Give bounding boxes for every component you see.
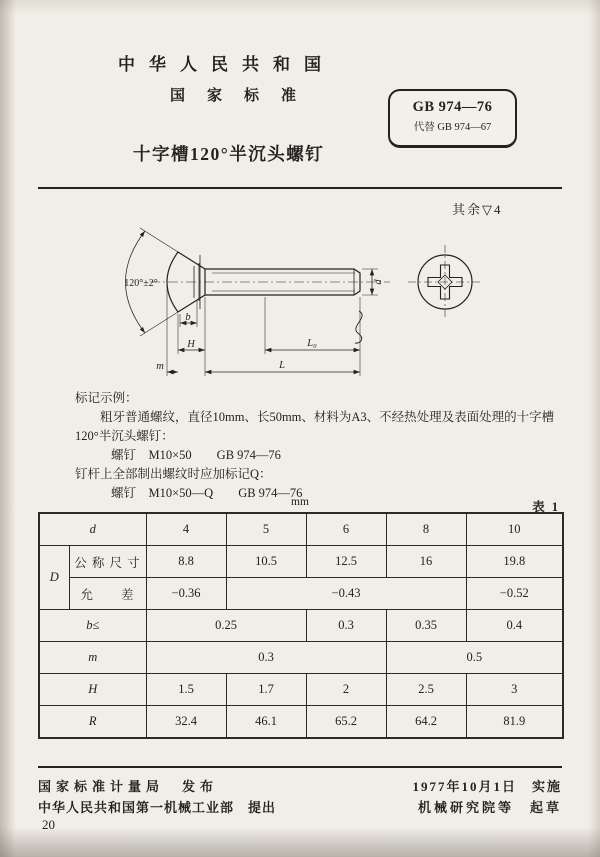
cell-nominal-0: 8.8 <box>146 546 226 578</box>
row-label-m: m <box>39 642 146 674</box>
cell-b-1: 0.3 <box>306 610 386 642</box>
cell-R-4: 81.9 <box>466 706 563 739</box>
cell-tolerance-2: −0.52 <box>466 578 563 610</box>
dim-label-m: m <box>156 361 164 372</box>
technical-drawing <box>50 215 560 387</box>
table-row-D-tolerance <box>39 578 563 610</box>
example-designation-2: 螺钉 M10×50—Q GB 974—76 <box>111 486 303 500</box>
table-row-d <box>39 513 563 546</box>
table-row-R <box>39 706 563 739</box>
cell-d-8: 8 <box>386 513 466 546</box>
row-label-R: R <box>39 706 146 739</box>
table-row-m <box>39 642 563 674</box>
footer-proposed-by: 中华人民共和国第一机械工业部 提出 <box>38 800 277 815</box>
cell-b-3: 0.4 <box>466 610 563 642</box>
footer-drafted-by: 机械研究院等 起草 <box>417 800 562 815</box>
surface-roughness-note: 其余▽4 <box>452 202 503 217</box>
dim-label-b: b <box>185 312 191 323</box>
standard-code: GB 974—76 <box>412 99 493 115</box>
dimension-table <box>38 512 564 739</box>
example-designation-1: 螺钉 M10×50 GB 974—76 <box>111 448 281 462</box>
row-label-d: d <box>39 513 146 546</box>
marking-example-block <box>75 389 565 503</box>
cell-R-2: 65.2 <box>306 706 386 739</box>
angle-label: 120°±2° <box>124 278 158 289</box>
screw-side-view <box>126 228 391 343</box>
row-label-H: H <box>39 674 146 706</box>
break-squiggle <box>355 311 362 343</box>
row-label-b: b≤ <box>39 610 146 642</box>
dim-label-d: d <box>373 279 384 285</box>
cell-m-1: 0.5 <box>386 642 563 674</box>
cell-tolerance-1: −0.43 <box>226 578 466 610</box>
cell-H-2: 2 <box>306 674 386 706</box>
standard-code-box <box>388 89 517 148</box>
cell-R-0: 32.4 <box>146 706 226 739</box>
country-name: 中华人民共和国 <box>118 55 335 74</box>
cell-nominal-3: 16 <box>386 546 466 578</box>
cell-d-5: 5 <box>226 513 306 546</box>
footer-implemented-date: 1977年10月1日 实施 <box>412 779 562 794</box>
table-unit-label: mm <box>291 496 309 508</box>
table-row-D-nominal <box>39 546 563 578</box>
front-centerlines <box>408 245 482 319</box>
standard-type: 国家标准 <box>170 88 319 104</box>
cell-b-2: 0.35 <box>386 610 466 642</box>
cell-d-4: 4 <box>146 513 226 546</box>
cell-d-6: 6 <box>306 513 386 546</box>
document-title: 十字槽120°半沉头螺钉 <box>133 144 325 164</box>
cell-nominal-4: 19.8 <box>466 546 563 578</box>
dimension-lines <box>167 269 372 372</box>
cell-d-10: 10 <box>466 513 563 546</box>
row-label-D: D <box>39 546 69 610</box>
cell-nominal-1: 10.5 <box>226 546 306 578</box>
cell-R-3: 64.2 <box>386 706 466 739</box>
footer-divider <box>38 766 562 768</box>
row-label-nominal: 公 称 尺 寸 <box>69 546 146 578</box>
table-caption: 表 1 <box>532 500 560 514</box>
cell-m-0: 0.3 <box>146 642 386 674</box>
cell-H-0: 1.5 <box>146 674 226 706</box>
cell-H-4: 3 <box>466 674 563 706</box>
cell-tolerance-0: −0.36 <box>146 578 226 610</box>
example-note: 钉杆上全部制出螺纹时应加标记Q： <box>75 467 272 481</box>
header-divider <box>38 187 562 189</box>
cell-b-0: 0.25 <box>146 610 306 642</box>
example-description: 粗牙普通螺纹，直径10mm、长50mm、材料为A3、不经热处理及表面处理的十字槽120°半沉头螺钉： <box>75 410 555 443</box>
cell-nominal-2: 12.5 <box>306 546 386 578</box>
standard-replaces: 代替 GB 974—67 <box>413 122 492 133</box>
example-heading: 标记示例： <box>75 391 138 405</box>
dim-label-H: H <box>187 339 195 350</box>
dim-label-L: L <box>279 360 285 371</box>
cell-H-3: 2.5 <box>386 674 466 706</box>
screw-front-view <box>408 245 482 319</box>
footer-issued-by: 国家标准计量局 发布 <box>38 779 219 794</box>
table-row-H <box>39 674 563 706</box>
table-row-b <box>39 610 563 642</box>
page-number: 20 <box>42 817 55 832</box>
cell-H-1: 1.7 <box>226 674 306 706</box>
cell-R-1: 46.1 <box>226 706 306 739</box>
dim-label-L0: L₀ <box>307 338 317 349</box>
row-label-tolerance: 允 差 <box>69 578 146 610</box>
